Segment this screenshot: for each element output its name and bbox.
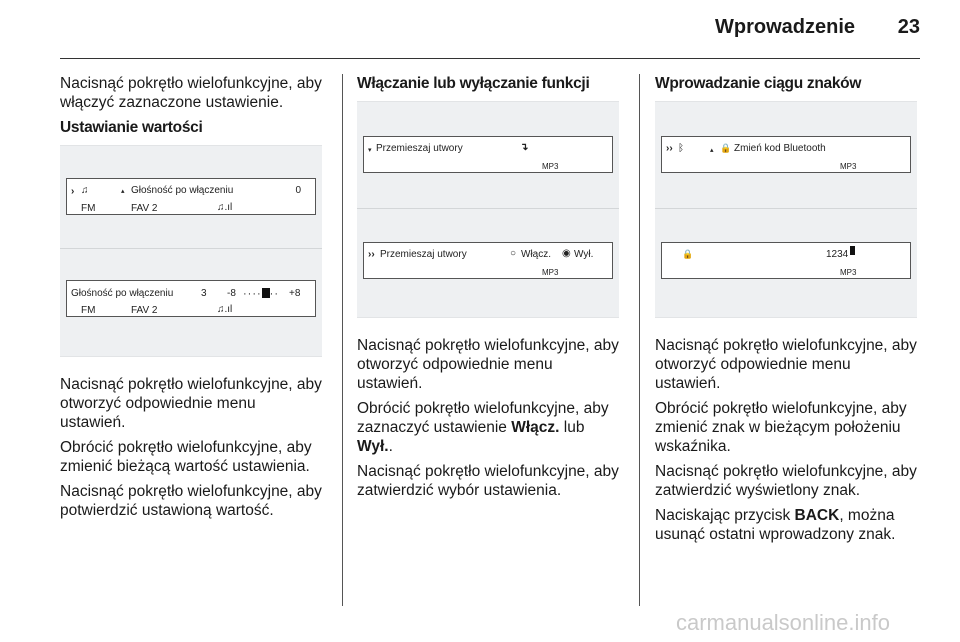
column-divider bbox=[639, 74, 640, 606]
page-title: Wprowadzenie bbox=[714, 16, 855, 38]
display-illustration bbox=[60, 145, 322, 357]
bluetooth-icon: ᛒ bbox=[678, 143, 684, 154]
column-right bbox=[655, 74, 917, 550]
section-heading: Włączanie lub wyłączanie funkcji bbox=[357, 75, 590, 92]
triangle-down-icon: ▾ bbox=[368, 147, 372, 154]
display-panel bbox=[66, 280, 316, 317]
paragraph: Nacisnąć pokrętło wielofunkcyjne, aby otworzyć odpowiednie menu ustawień. bbox=[655, 337, 917, 392]
code-value: 1234 bbox=[826, 249, 849, 260]
paragraph: Naciskając przycisk BACK, można usunąć ostatni wprowadzony znak. bbox=[655, 507, 896, 543]
shuffle-icon: ↴ bbox=[520, 142, 529, 153]
display-panel bbox=[661, 136, 911, 173]
paragraph: Obrócić pokrętło wielofunkcyjne, aby zmienić bieżącą wartość ustawienia. bbox=[60, 439, 312, 475]
radio-filled-icon: ◉ bbox=[562, 248, 571, 259]
radio-empty-icon: ○ bbox=[510, 248, 517, 259]
signal-icon: ♫.ıl bbox=[217, 304, 233, 315]
lock-icon: 🔒 bbox=[720, 143, 732, 153]
setting-label: Przemieszaj utwory bbox=[376, 143, 463, 154]
slider-thumb bbox=[262, 288, 270, 298]
source-label: MP3 bbox=[542, 162, 559, 171]
source-label: MP3 bbox=[840, 162, 857, 171]
slider-max: +8 bbox=[289, 288, 301, 299]
triangle-up-icon: ▴ bbox=[121, 188, 125, 195]
slider-min: -8 bbox=[227, 288, 236, 299]
column-middle bbox=[357, 74, 619, 506]
arrow-icon: › bbox=[71, 186, 75, 197]
setting-label: Głośność po włączeniu bbox=[131, 185, 234, 196]
column-left bbox=[60, 74, 322, 526]
setting-label: Zmień kod Bluetooth bbox=[734, 143, 826, 154]
paragraph: Nacisnąć pokrętło wielofunkcyjne, aby włączyć zaznaczone ustawienie. bbox=[60, 75, 322, 111]
column-divider bbox=[342, 74, 343, 606]
paragraph: Obrócić pokrętło wielofunkcyjne, aby zaznaczyć ustawienie Włącz. lub Wył.. bbox=[357, 400, 609, 455]
preset-label: FAV 2 bbox=[131, 203, 158, 214]
setting-label: Głośność po włączeniu bbox=[71, 288, 174, 299]
option-off: Wył. bbox=[574, 249, 594, 260]
band-label: FM bbox=[81, 305, 96, 316]
paragraph: Nacisnąć pokrętło wielofunkcyjne, aby potwierdzić ustawioną wartość. bbox=[60, 483, 322, 519]
section-heading: Wprowadzanie ciągu znaków bbox=[655, 75, 862, 92]
setting-value: 3 bbox=[201, 288, 207, 299]
paragraph: Obrócić pokrętło wielofunkcyjne, aby zmienić znak w bieżącym położeniu wskaźnika. bbox=[655, 400, 907, 455]
page-number: 23 bbox=[897, 16, 920, 38]
arrows-icon: ›› bbox=[666, 143, 673, 154]
watermark: carmanualsonline.info bbox=[675, 610, 890, 635]
arrows-icon: ›› bbox=[368, 249, 375, 260]
setting-value: 0 bbox=[295, 185, 301, 196]
display-panel bbox=[363, 242, 613, 279]
display-illustration bbox=[655, 101, 917, 318]
slider-track: ···· ·· bbox=[243, 288, 279, 300]
music-note-icon: ♫ bbox=[81, 185, 89, 196]
source-label: MP3 bbox=[840, 268, 857, 277]
triangle-up-icon: ▴ bbox=[710, 147, 714, 154]
section-heading: Ustawianie wartości bbox=[60, 119, 203, 136]
setting-label: Przemieszaj utwory bbox=[380, 249, 467, 260]
source-label: MP3 bbox=[542, 268, 559, 277]
signal-icon: ♫.ıl bbox=[217, 202, 233, 213]
display-panel bbox=[661, 242, 911, 279]
paragraph: Nacisnąć pokrętło wielofunkcyjne, aby zatwierdzić wybór ustawienia. bbox=[357, 463, 619, 499]
header-divider bbox=[60, 58, 920, 59]
band-label: FM bbox=[81, 203, 96, 214]
paragraph: Nacisnąć pokrętło wielofunkcyjne, aby zatwierdzić wyświetlony znak. bbox=[655, 463, 917, 499]
display-panel bbox=[66, 178, 316, 215]
lock-icon: 🔒 bbox=[682, 249, 694, 259]
paragraph: Nacisnąć pokrętło wielofunkcyjne, aby otworzyć odpowiednie menu ustawień. bbox=[60, 376, 322, 431]
display-panel bbox=[363, 136, 613, 173]
preset-label: FAV 2 bbox=[131, 305, 158, 316]
cursor-block bbox=[850, 246, 855, 255]
display-illustration bbox=[357, 101, 619, 318]
option-on: Włącz. bbox=[521, 249, 551, 260]
paragraph: Nacisnąć pokrętło wielofunkcyjne, aby otworzyć odpowiednie menu ustawień. bbox=[357, 337, 619, 392]
